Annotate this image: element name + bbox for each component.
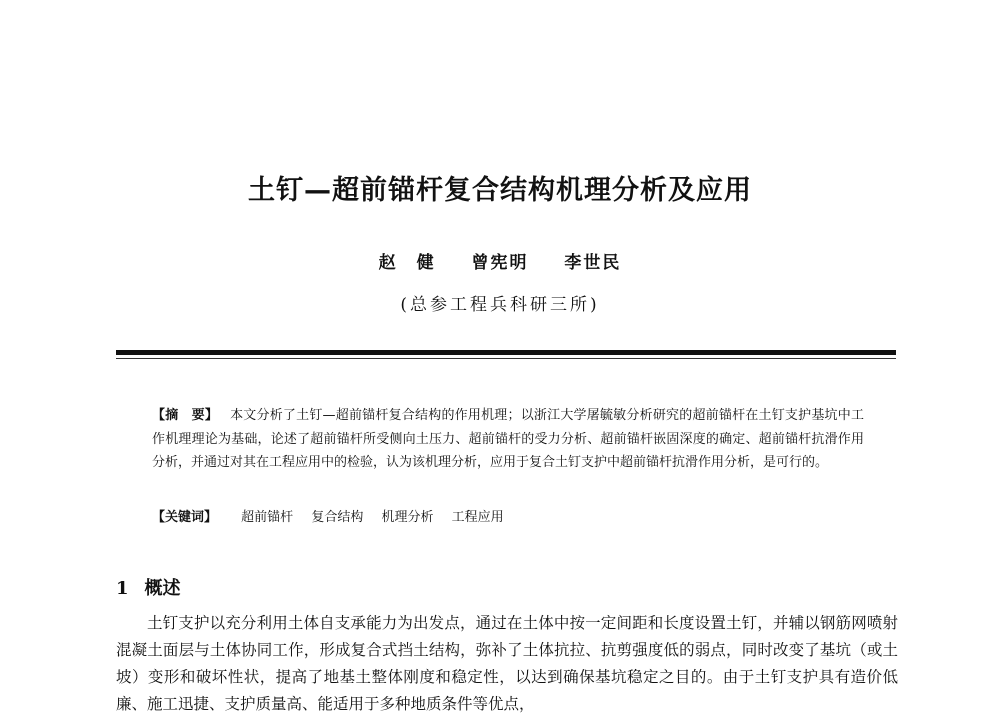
keyword: 复合结构 (311, 510, 364, 525)
keyword: 工程应用 (451, 510, 504, 525)
keywords-label: 【关键词】 (152, 510, 218, 525)
paper-title: 土钉—超前锚杆复合结构机理分析及应用 (248, 175, 752, 206)
abstract (152, 404, 864, 475)
author-name: 曾宪明 (471, 253, 529, 273)
abstract-label: 【摘 要】 (152, 408, 219, 423)
author-name: 赵 健 (378, 253, 436, 273)
keywords (152, 506, 864, 525)
keyword: 机理分析 (381, 510, 434, 525)
header-divider-thick (116, 350, 896, 355)
body-paragraph: 土钉支护以充分利用土体自支承能力为出发点，通过在土体中按一定间距和长度设置土钉，并辅以钢筋网喷射混凝土面层与土体协同工作，形成复合式挡土结构，弥补了土体抗拉、抗剪强度低的弱点，同时改变了基坑（或土坡）变形和破坏性状，提高了地基土整体刚度和稳定性，以达到确保基坑稳定之目的。由于土钉支护具有造价低廉、施工迅捷、支护质量高、能适用于多种地质条件等优点， (116, 614, 898, 713)
header-divider-thin (116, 358, 896, 359)
keyword: 超前锚杆 (241, 510, 294, 525)
section-number: 1 (116, 578, 129, 599)
section-heading (116, 574, 181, 600)
author-list (0, 248, 1000, 273)
section-title: 概述 (144, 578, 181, 599)
abstract-text: 本文分析了土钉—超前锚杆复合结构的作用机理；以浙江大学屠毓敏分析研究的超前锚杆在土钉支护基坑中工作机理理论为基础，论述了超前锚杆所受侧向土压力、超前锚杆的受力分析、超前锚杆嵌固深度的确定、超前锚杆抗滑作用分析，并通过对其在工程应用中的检验，认为该机理分析，应用于复合土钉支护中超前锚杆抗滑作用分析，是可行的。 (152, 408, 864, 470)
author-name: 李世民 (564, 253, 622, 273)
affiliation: (总参工程兵科研三所) (400, 295, 600, 315)
